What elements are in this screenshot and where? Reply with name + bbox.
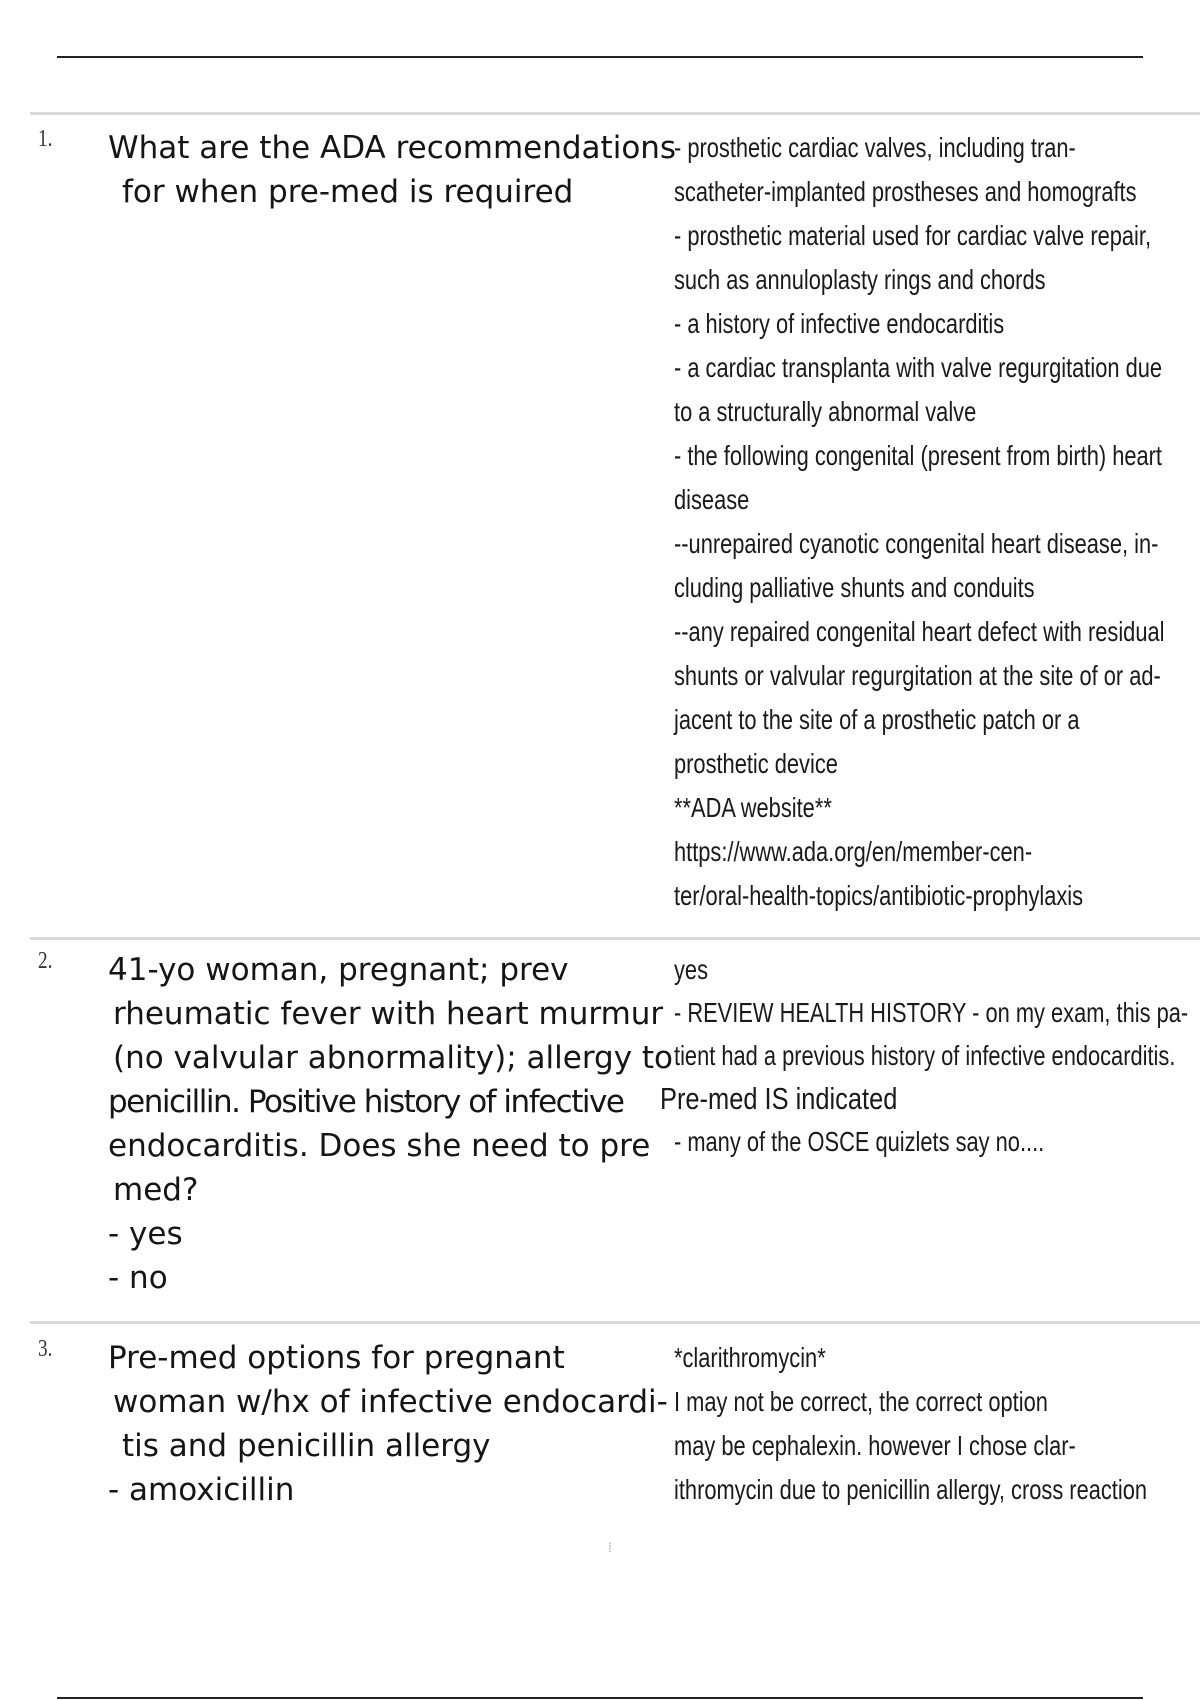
term-line: - amoxicillin xyxy=(108,1472,295,1508)
definition-line: may be cephalexin. however I chose clar- xyxy=(674,1430,1076,1461)
definition-line: jacent to the site of a prosthetic patch or a xyxy=(674,704,1080,735)
card-definition xyxy=(660,948,1189,1163)
page-footer-mark: ⁞ xyxy=(607,1540,613,1556)
definition-line: to a structurally abnormal valve xyxy=(674,396,977,427)
definition-line: **ADA website** xyxy=(674,792,832,823)
card-definition xyxy=(674,1336,1184,1512)
definition-line: prosthetic device xyxy=(674,748,838,779)
definition-line: yes xyxy=(674,954,708,985)
term-line: Pre-med options for pregnant xyxy=(108,1340,565,1376)
definition-line: --unrepaired cyanotic congenital heart disease, in- xyxy=(674,528,1159,559)
definition-line: https://www.ada.org/en/member-cen- xyxy=(674,836,1033,867)
term-line: - no xyxy=(108,1260,168,1296)
card-number: 3. xyxy=(38,1336,53,1362)
definition-line: I may not be correct, the correct option xyxy=(674,1386,1048,1417)
card-number: 1. xyxy=(38,126,53,152)
definition-line: ter/oral-health-topics/antibiotic-prophylaxis xyxy=(674,880,1084,911)
row-divider xyxy=(30,937,1200,940)
definition-line: - prosthetic material used for cardiac valve repair, xyxy=(674,220,1152,251)
term-line: - yes xyxy=(108,1216,183,1252)
bottom-rule xyxy=(57,1697,1143,1699)
definition-line: - the following congenital (present from birth) heart xyxy=(674,440,1162,471)
top-rule xyxy=(57,56,1143,58)
card-term xyxy=(108,948,674,1300)
term-line: penicillin. Positive history of infective xyxy=(108,1084,624,1120)
definition-line: - a history of infective endocarditis xyxy=(674,308,1005,339)
term-line: rheumatic fever with heart murmur xyxy=(113,996,664,1032)
term-line: 41-yo woman, pregnant; prev xyxy=(108,952,569,988)
definition-line: such as annuloplasty rings and chords xyxy=(674,264,1046,295)
definition-line: shunts or valvular regurgitation at the site of or ad- xyxy=(674,660,1161,691)
definition-line: *clarithromycin* xyxy=(674,1342,826,1373)
definition-line: - a cardiac transplanta with valve regurgitation due xyxy=(674,352,1163,383)
term-line: tis and penicillin allergy xyxy=(122,1428,491,1464)
term-line: What are the ADA recommendations xyxy=(108,130,677,166)
term-line: endocarditis. Does she need to pre xyxy=(108,1128,651,1164)
row-divider xyxy=(30,1321,1200,1324)
term-line: med? xyxy=(113,1172,199,1208)
definition-line: - REVIEW HEALTH HISTORY - on my exam, this pa- xyxy=(674,997,1189,1028)
definition-line: scatheter-implanted prostheses and homografts xyxy=(674,176,1137,207)
definition-line: disease xyxy=(674,484,750,515)
term-line: woman w/hx of infective endocardi- xyxy=(113,1384,668,1420)
definition-line: Pre-med IS indicated xyxy=(660,1081,898,1116)
definition-line: - prosthetic cardiac valves, including tran- xyxy=(674,132,1076,163)
card-term xyxy=(108,1336,668,1512)
definition-line: ithromycin due to penicillin allergy, cross reaction xyxy=(674,1474,1148,1505)
term-line: for when pre-med is required xyxy=(122,174,574,210)
definition-line: cluding palliative shunts and conduits xyxy=(674,572,1035,603)
definition-line: - many of the OSCE quizlets say no.... xyxy=(674,1126,1045,1157)
definition-line: tient had a previous history of infective endocarditis. xyxy=(674,1040,1176,1071)
card-term xyxy=(108,126,677,214)
row-divider xyxy=(30,112,1200,115)
card-definition xyxy=(674,126,1184,918)
card-number: 2. xyxy=(38,948,53,974)
definition-line: --any repaired congenital heart defect with residual xyxy=(674,616,1165,647)
term-line: (no valvular abnormality); allergy to xyxy=(113,1040,674,1076)
